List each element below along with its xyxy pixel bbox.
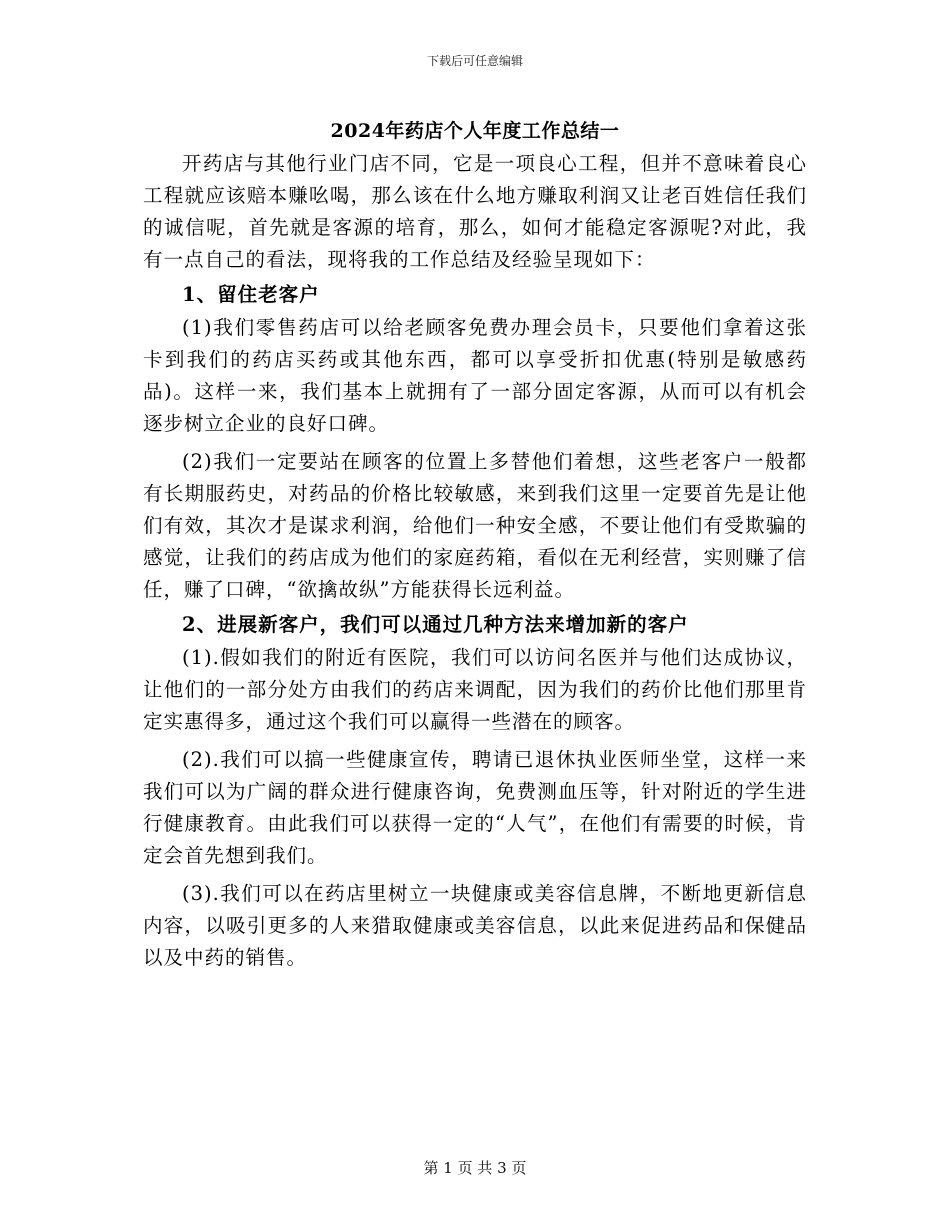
paragraph-health-promotion: (2).我们可以搞一些健康宣传，聘请已退休执业医师坐堂，这样一来我们可以为广阔的群众进行健康咨询，免费测血压等，针对附近的学生进行健康教育。由此我们可以获得一定的“人气”，在他们有需要的时候，肯定会首先想到我们。	[143, 748, 807, 867]
page-footer: 第 1 页 共 3 页	[423, 1159, 527, 1177]
paragraph-info-board: (3).我们可以在药店里树立一块健康或美容信息牌，不断地更新信息内容，以吸引更多的人来猎取健康或美容信息，以此来促进药品和保健品以及中药的销售。	[143, 882, 807, 969]
header-note: 下载后可任意编辑	[426, 54, 523, 68]
paragraph-customer-care: (2)我们一定要站在顾客的位置上多替他们着想，这些老客户一般都有长期服药史，对药品的价格比较敏感，来到我们这里一定要首先是让他们有效，其次才是谋求利润，给他们一种安全感，不要让他们有受欺骗的感觉，让我们的药店成为他们的家庭药箱，看似在无利经营，实则赚了信任，赚了口碑，“欲擒故纵”方能获得长远利益。	[143, 450, 807, 601]
paragraph-hospital-cooperation: (1).假如我们的附近有医院，我们可以访问名医并与他们达成协议，让他们的一部分处方由我们的药店来调配，因为我们的药价比他们那里肯定实惠得多，通过这个我们可以赢得一些潜在的顾客。	[143, 646, 807, 733]
document-title: 2024年药店个人年度工作总结一	[330, 120, 620, 142]
paragraph-membership-card: (1)我们零售药店可以给老顾客免费办理会员卡，只要他们拿着这张卡到我们的药店买药或其他东西，都可以享受折扣优惠(特别是敏感药品)。这样一来，我们基本上就拥有了一部分固定客源，从而可以有机会逐步树立企业的良好口碑。	[143, 316, 807, 435]
section-heading-retain-old-customers: 1、留住老客户	[182, 283, 320, 306]
section-heading-new-customers: 2、进展新客户，我们可以通过几种方法来增加新的客户	[182, 613, 689, 636]
document-body	[143, 148, 807, 974]
intro-paragraph: 开药店与其他行业门店不同，它是一项良心工程，但并不意味着良心工程就应该赔本赚吆喝，那么该在什么地方赚取利润又让老百姓信任我们的诚信呢，首先就是客源的培育，那么，如何才能稳定客源呢?对此，我有一点自己的看法，现将我的工作总结及经验呈现如下：	[143, 152, 807, 271]
